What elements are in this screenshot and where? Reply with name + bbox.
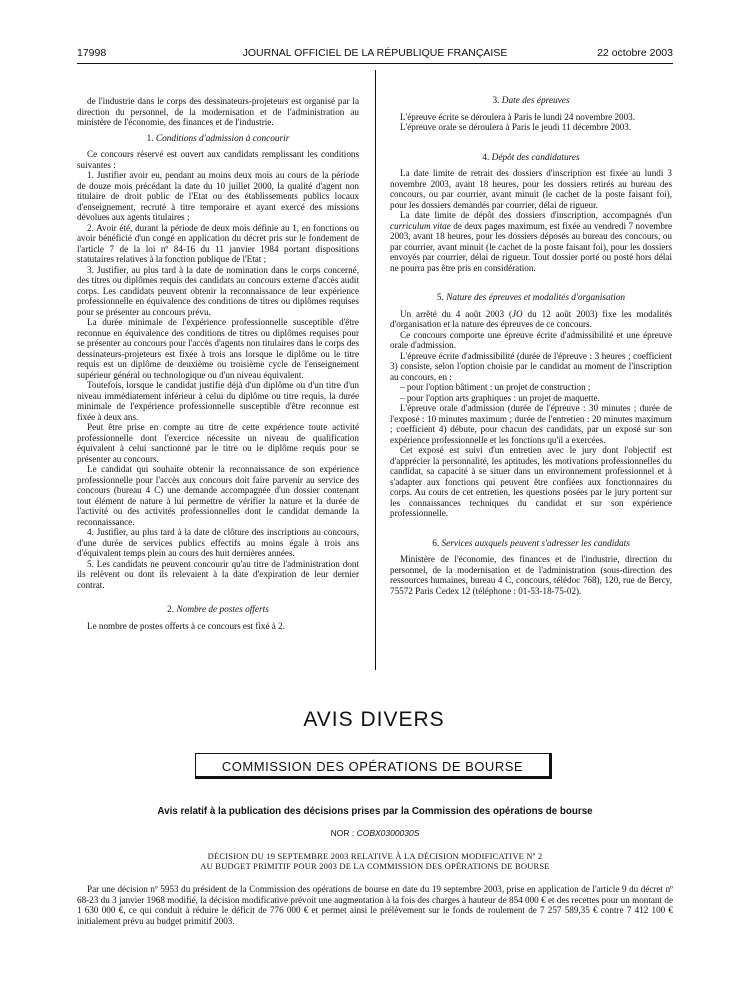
section-heading-2: 2. Nombre de postes offerts (167, 605, 269, 615)
paragraph: Ce concours réservé est ouvert aux candidats remplissant les conditions suivantes : (77, 149, 359, 170)
paragraph: Un arrêté du 4 août 2003 (JO du 12 août 2003) fixe les modalités d'organisation et la nature des épreuves de ce concours. (390, 308, 672, 329)
column-divider (375, 70, 376, 670)
paragraph: L'épreuve orale se déroulera à Paris le jeudi 11 décembre 2003. (400, 122, 632, 132)
paragraph: Le candidat qui souhaite obtenir la reconnaissance de son expérience professionnelle pour l'accès aux concours doit faire parvenir au service des concours (bureau 4 C) une demande accompagnée d'un dossier contenant tout élément de nature à lui permettre de vérifier la nature et la durée de l'activité ou des activités professionnelles dont le candidat demande la reconnaissance. (77, 464, 359, 527)
right-column (390, 96, 672, 596)
paragraph: L'épreuve écrite d'admissibilité (durée de l'épreuve : 3 heures ; coefficient 3) consiste, selon l'option choisie par le candidat au moment de l'inscription au concours, en : (390, 350, 672, 382)
paragraph: La date limite de dépôt des dossiers d'inscription, accompagnés d'un curriculum vitae de deux pages maximum, est fixée au vendredi 7 novembre 2003, avant 18 heures, pour les dossiers déposés au bureau des concours, ou par courrier, avant minuit (le cachet de la poste faisant foi), pour les dossiers envoyés par courrier, délai de rigueur. Tout dossier porté ou posté hors délai ne pourra pas être pris en considération. (390, 210, 672, 273)
header-rule (77, 63, 673, 64)
page-number: 17998 (77, 47, 107, 59)
issue-date: 22 octobre 2003 (597, 47, 673, 59)
paragraph: 2. Avoir été, durant la période de deux mois définie au 1, en fonctions ou avoir bénéficié d'un congé en application du décret pris sur le fondement de l'article 7 de la loi nº 84-16 du 11 janvier 1984 portant dispositions statutaires relatives à la fonction publique de l'Etat ; (77, 222, 359, 264)
section-heading-4: 4. Dépôt des candidatures (482, 152, 580, 163)
paragraph: Le nombre de postes offerts à ce concours est fixé à 2. (87, 620, 285, 631)
nor-reference: NOR : COBX0300030S (330, 828, 420, 838)
avis-divers-heading: AVIS DIVERS (303, 708, 445, 731)
list-item: – pour l'option arts graphiques : un projet de maquette. (400, 392, 600, 403)
paragraph: 5. Les candidats ne peuvent concourir qu'au titre de l'administration dont ils relèvent ou dont ils relevaient à la date d'expiration de leur dernier contrat. (77, 558, 359, 590)
paragraph: L'épreuve écrite se déroulera à Paris le lundi 24 novembre 2003. (400, 111, 636, 122)
paragraph: Ce concours comporte une épreuve écrite d'admissibilité et une épreuve orale d'admission. (390, 329, 672, 350)
journal-title: JOURNAL OFFICIEL DE LA RÉPUBLIQUE FRANÇAISE (242, 47, 508, 59)
paragraph: Ministère de l'économie, des finances et de l'industrie, direction du personnel, de la modernisation et de l'administration (sous-direction des ressources humaines, bureau 4 C, concours, télédoc 768), 120, rue de Bercy, 75572 Paris Cedex 12 (téléphone : 01-53-18-75-02). (390, 554, 672, 596)
paragraph: La date limite de retrait des dossiers d'inscription est fixée au lundi 3 novembre 2003, avant 18 heures, pour les dossiers retirés au bureau des concours, ou par courrier, avant minuit (le cachet de la poste faisant foi), pour les dossiers demandés par courrier, délai de rigueur. (390, 168, 672, 210)
paragraph: Cet exposé est suivi d'un entretien avec le jury dont l'objectif est d'apprécier la personnalité, les aptitudes, les motivations professionnelles du candidat, sa capacité à se situer dans un environnement professionnel et à s'adapter aux fonctions qui peuvent être confiées aux fonctionnaires du corps. Au cours de cet entretien, les questions posées par le jury portent sur les connaissances techniques du candidat et sur son expérience professionnelle. (390, 445, 672, 518)
page-header (77, 47, 673, 63)
list-item: – pour l'option bâtiment : un projet de construction ; (400, 382, 591, 392)
paragraph: L'épreuve orale d'admission (durée de l'épreuve : 30 minutes ; durée de l'exposé : 10 minutes maximum ; durée de l'entretien : 20 minutes maximum ; coefficient 4) débute, pour chacun des candidats, par un exposé sur son expérience professionnelle et les fonctions qu'il a exercées. (390, 403, 672, 445)
section-heading-1: 1. Conditions d'admission à concourir (146, 133, 290, 144)
paragraph: 4. Justifier, au plus tard à la date de clôture des inscriptions au concours, d'une durée de services publics effectifs au moins égale à trois ans d'équivalent temps plein au cours des huit dernières années. (77, 527, 359, 558)
paragraph: Peut être prise en compte au titre de cette expérience toute activité professionnelle dont l'exercice nécessite un niveau de qualification équivalent à celui sanctionné par le titre ou le diplôme requis pour se présenter au concours. (77, 422, 359, 464)
section-heading-5: 5. Nature des épreuves et modalités d'organisation (436, 293, 626, 303)
intro-paragraph: de l'industrie dans le corps des dessinateurs-projeteurs est organisé par la direction du personnel, de la modernisation et de l'administration au ministère de l'économie, des finances et de l'industrie. (77, 96, 359, 127)
commission-box: COMMISSION DES OPÉRATIONS DE BOURSE (195, 753, 552, 779)
section-heading-3: 3. Date des épreuves (492, 96, 570, 106)
avis-title: Avis relatif à la publication des décisions prises par la Commission des opérations de bourse (157, 806, 593, 817)
decision-title: DÉCISION DU 19 SEPTEMBRE 2003 RELATIVE À LA DÉCISION MODIFICATIVE Nº 2 AU BUDGET PRIMITIF POUR 2003 DE LA COMMISSION DES OPÉRATIONS DE BOURSE (200, 851, 550, 871)
decision-body: Par une décision nº 5953 du président de la Commission des opérations de bourse en date du 19 septembre 2003, prise en application de l'article 9 du décret nº 68-23 du 3 janvier 1968 modifié, la décision modificative prévoit une augmentation à la fois des charges à hauteur de 854 000 € et des recettes pour un montant de 1 630 000 €, ce qui conduit à réduire le déficit de 776 000 € et permet ainsi le prélèvement sur le fonds de roulement de 7 257 589,35 € contre 7 412 100 € initialement prévu au budget primitif 2003. (77, 884, 673, 926)
paragraph: La durée minimale de l'expérience professionnelle susceptible d'être reconnue en équivalence des conditions de titres ou diplômes requises pour se présenter au concours pour l'accès d'agents non titulaires dans le corps des dessinateurs-projeteurs est fixée à trois ans lorsque le diplôme ou le titre requis est un diplôme de deuxième ou troisième cycle de l'enseignement supérieur général ou technologique ou d'un niveau équivalent. (77, 317, 359, 380)
paragraph: 3. Justifier, au plus tard à la date de nomination dans le corps concerné, des titres ou diplômes requis des candidats au concours externe d'accès audit corps. Les candidats peuvent obtenir la reconnaissance de leur expérience professionnelle en équivalence des conditions de titres ou diplômes requises pour se présenter au concours prévu. (77, 264, 359, 317)
paragraph: 1. Justifier avoir eu, pendant au moins deux mois au cours de la période de douze mois précédant la date du 10 juillet 2000, la qualité d'agent non titulaire de droit public de l'Etat ou des établissements publics locaux d'enseignement, recruté à titre temporaire et ayant exercé des missions dévolues aux agents titulaires ; (77, 170, 359, 222)
paragraph: Toutefois, lorsque le candidat justifie déjà d'un diplôme ou d'un titre d'un niveau immédiatement inférieur à celui du diplôme ou titre requis, la durée minimale de l'expérience professionnelle susceptible d'être reconnue est fixée à deux ans. (77, 380, 359, 422)
left-column (77, 96, 359, 631)
section-heading-6: 6. Services auxquels peuvent s'adresser les candidats (432, 538, 630, 549)
